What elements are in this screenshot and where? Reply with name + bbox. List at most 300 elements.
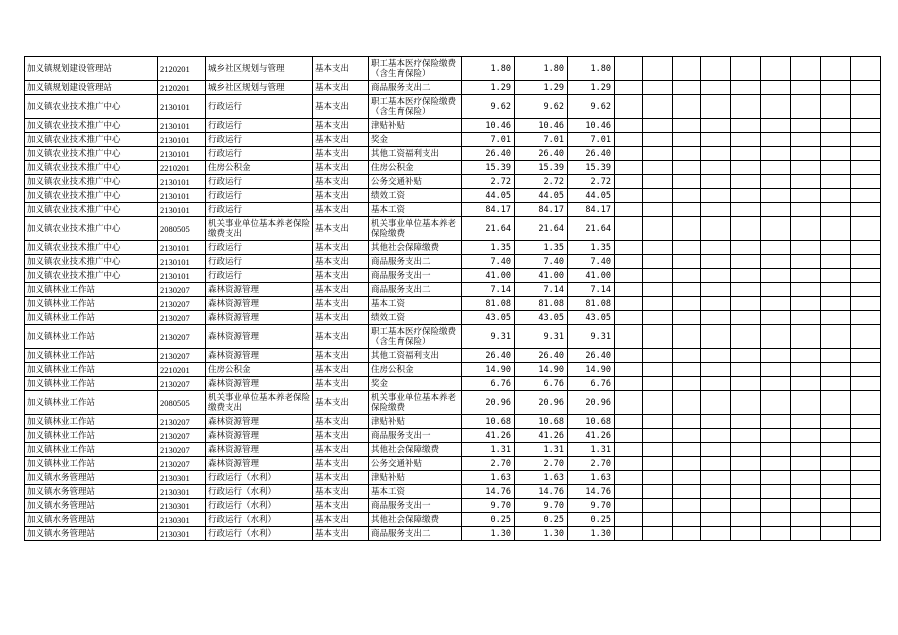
amount-subtotal-cell: 7.01 <box>515 133 568 147</box>
empty-cell <box>643 147 673 161</box>
empty-cell <box>643 527 673 541</box>
empty-cell <box>643 241 673 255</box>
amount-subtotal-cell: 2.70 <box>515 457 568 471</box>
amount-total-cell: 41.26 <box>462 429 515 443</box>
subject-name-cell: 行政运行（水利） <box>206 485 313 499</box>
table-row <box>25 57 881 81</box>
expense-type-cell: 基本支出 <box>313 471 369 485</box>
empty-cell <box>643 377 673 391</box>
empty-cell <box>701 203 731 217</box>
subject-code-cell: 2130207 <box>158 457 206 471</box>
empty-cell <box>615 311 643 325</box>
empty-cell <box>851 513 881 527</box>
amount-budget-cell: 1.31 <box>568 443 615 457</box>
empty-cell <box>615 57 643 81</box>
economic-category-cell: 奖金 <box>369 377 462 391</box>
subject-code-cell: 2130101 <box>158 189 206 203</box>
empty-cell <box>821 255 851 269</box>
unit-name-cell: 加义镇林业工作站 <box>25 415 158 429</box>
empty-cell <box>821 133 851 147</box>
subject-name-cell: 行政运行 <box>206 119 313 133</box>
subject-name-cell: 机关事业单位基本养老保险缴费支出 <box>206 217 313 241</box>
empty-cell <box>643 513 673 527</box>
empty-cell <box>851 443 881 457</box>
empty-cell <box>761 95 791 119</box>
amount-total-cell: 10.46 <box>462 119 515 133</box>
empty-cell <box>731 175 761 189</box>
empty-cell <box>615 363 643 377</box>
subject-code-cell: 2130101 <box>158 95 206 119</box>
economic-category-cell: 基本工资 <box>369 203 462 217</box>
empty-cell <box>791 283 821 297</box>
amount-subtotal-cell: 10.68 <box>515 415 568 429</box>
table-row <box>25 119 881 133</box>
empty-cell <box>701 471 731 485</box>
empty-cell <box>731 377 761 391</box>
empty-cell <box>761 283 791 297</box>
amount-budget-cell: 7.01 <box>568 133 615 147</box>
subject-code-cell: 2080505 <box>158 217 206 241</box>
empty-cell <box>731 203 761 217</box>
expense-type-cell: 基本支出 <box>313 133 369 147</box>
empty-cell <box>615 203 643 217</box>
expense-type-cell: 基本支出 <box>313 217 369 241</box>
empty-cell <box>615 297 643 311</box>
economic-category-cell: 津贴补贴 <box>369 119 462 133</box>
empty-cell <box>643 391 673 415</box>
amount-subtotal-cell: 9.62 <box>515 95 568 119</box>
amount-total-cell: 0.25 <box>462 513 515 527</box>
empty-cell <box>731 391 761 415</box>
empty-cell <box>643 57 673 81</box>
amount-budget-cell: 43.05 <box>568 311 615 325</box>
expense-type-cell: 基本支出 <box>313 203 369 217</box>
empty-cell <box>643 119 673 133</box>
amount-subtotal-cell: 7.14 <box>515 283 568 297</box>
empty-cell <box>701 57 731 81</box>
amount-subtotal-cell: 81.08 <box>515 297 568 311</box>
amount-budget-cell: 9.62 <box>568 95 615 119</box>
economic-category-cell: 其他工资福利支出 <box>369 349 462 363</box>
subject-code-cell: 2080505 <box>158 391 206 415</box>
empty-cell <box>791 325 821 349</box>
empty-cell <box>615 429 643 443</box>
empty-cell <box>791 391 821 415</box>
subject-code-cell: 2120201 <box>158 81 206 95</box>
unit-name-cell: 加义镇林业工作站 <box>25 349 158 363</box>
table-row <box>25 95 881 119</box>
subject-name-cell: 行政运行 <box>206 189 313 203</box>
subject-name-cell: 行政运行 <box>206 95 313 119</box>
empty-cell <box>643 443 673 457</box>
empty-cell <box>673 147 701 161</box>
empty-cell <box>761 471 791 485</box>
empty-cell <box>701 269 731 283</box>
empty-cell <box>791 415 821 429</box>
empty-cell <box>731 119 761 133</box>
amount-total-cell: 14.90 <box>462 363 515 377</box>
amount-subtotal-cell: 15.39 <box>515 161 568 175</box>
empty-cell <box>673 457 701 471</box>
empty-cell <box>643 175 673 189</box>
empty-cell <box>851 471 881 485</box>
expense-type-cell: 基本支出 <box>313 391 369 415</box>
amount-subtotal-cell: 26.40 <box>515 349 568 363</box>
amount-budget-cell: 41.26 <box>568 429 615 443</box>
amount-budget-cell: 1.29 <box>568 81 615 95</box>
empty-cell <box>701 95 731 119</box>
amount-budget-cell: 21.64 <box>568 217 615 241</box>
empty-cell <box>731 415 761 429</box>
amount-budget-cell: 26.40 <box>568 147 615 161</box>
empty-cell <box>673 443 701 457</box>
empty-cell <box>851 119 881 133</box>
economic-category-cell: 商品服务支出一 <box>369 269 462 283</box>
subject-code-cell: 2210201 <box>158 161 206 175</box>
empty-cell <box>615 349 643 363</box>
empty-cell <box>851 203 881 217</box>
table-row <box>25 217 881 241</box>
empty-cell <box>791 363 821 377</box>
empty-cell <box>851 311 881 325</box>
empty-cell <box>701 349 731 363</box>
amount-budget-cell: 20.96 <box>568 391 615 415</box>
empty-cell <box>701 255 731 269</box>
unit-name-cell: 加义镇农业技术推广中心 <box>25 241 158 255</box>
empty-cell <box>821 325 851 349</box>
unit-name-cell: 加义镇林业工作站 <box>25 377 158 391</box>
amount-total-cell: 1.63 <box>462 471 515 485</box>
amount-budget-cell: 9.31 <box>568 325 615 349</box>
subject-name-cell: 森林资源管理 <box>206 349 313 363</box>
empty-cell <box>701 415 731 429</box>
empty-cell <box>821 147 851 161</box>
empty-cell <box>673 297 701 311</box>
empty-cell <box>791 513 821 527</box>
empty-cell <box>821 513 851 527</box>
empty-cell <box>701 133 731 147</box>
empty-cell <box>761 255 791 269</box>
empty-cell <box>761 133 791 147</box>
empty-cell <box>673 429 701 443</box>
empty-cell <box>851 269 881 283</box>
empty-cell <box>731 269 761 283</box>
empty-cell <box>615 255 643 269</box>
subject-code-cell: 2120201 <box>158 57 206 81</box>
empty-cell <box>643 485 673 499</box>
empty-cell <box>615 443 643 457</box>
empty-cell <box>615 81 643 95</box>
empty-cell <box>731 443 761 457</box>
empty-cell <box>643 255 673 269</box>
empty-cell <box>851 255 881 269</box>
unit-name-cell: 加义镇林业工作站 <box>25 457 158 471</box>
economic-category-cell: 商品服务支出二 <box>369 283 462 297</box>
empty-cell <box>821 429 851 443</box>
unit-name-cell: 加义镇农业技术推广中心 <box>25 95 158 119</box>
table-row <box>25 241 881 255</box>
empty-cell <box>791 429 821 443</box>
amount-budget-cell: 7.14 <box>568 283 615 297</box>
empty-cell <box>791 119 821 133</box>
empty-cell <box>731 499 761 513</box>
empty-cell <box>643 429 673 443</box>
amount-total-cell: 15.39 <box>462 161 515 175</box>
economic-category-cell: 商品服务支出二 <box>369 81 462 95</box>
amount-budget-cell: 1.63 <box>568 471 615 485</box>
empty-cell <box>643 95 673 119</box>
empty-cell <box>851 283 881 297</box>
subject-name-cell: 森林资源管理 <box>206 429 313 443</box>
table-row <box>25 325 881 349</box>
empty-cell <box>761 415 791 429</box>
empty-cell <box>731 297 761 311</box>
expense-type-cell: 基本支出 <box>313 485 369 499</box>
empty-cell <box>643 311 673 325</box>
empty-cell <box>791 147 821 161</box>
subject-code-cell: 2130101 <box>158 175 206 189</box>
empty-cell <box>701 119 731 133</box>
empty-cell <box>761 443 791 457</box>
economic-category-cell: 公务交通补贴 <box>369 175 462 189</box>
empty-cell <box>615 415 643 429</box>
table-row <box>25 363 881 377</box>
empty-cell <box>761 217 791 241</box>
expense-type-cell: 基本支出 <box>313 161 369 175</box>
unit-name-cell: 加义镇农业技术推广中心 <box>25 175 158 189</box>
empty-cell <box>615 241 643 255</box>
amount-subtotal-cell: 43.05 <box>515 311 568 325</box>
empty-cell <box>701 429 731 443</box>
empty-cell <box>791 133 821 147</box>
amount-budget-cell: 81.08 <box>568 297 615 311</box>
subject-code-cell: 2130101 <box>158 241 206 255</box>
empty-cell <box>821 457 851 471</box>
empty-cell <box>761 161 791 175</box>
empty-cell <box>673 57 701 81</box>
empty-cell <box>643 457 673 471</box>
empty-cell <box>791 311 821 325</box>
empty-cell <box>615 95 643 119</box>
unit-name-cell: 加义镇农业技术推广中心 <box>25 203 158 217</box>
empty-cell <box>673 527 701 541</box>
empty-cell <box>791 161 821 175</box>
unit-name-cell: 加义镇林业工作站 <box>25 391 158 415</box>
empty-cell <box>673 499 701 513</box>
empty-cell <box>821 297 851 311</box>
empty-cell <box>851 457 881 471</box>
empty-cell <box>731 81 761 95</box>
economic-category-cell: 商品服务支出一 <box>369 499 462 513</box>
amount-total-cell: 7.40 <box>462 255 515 269</box>
economic-category-cell: 职工基本医疗保险缴费（含生育保险） <box>369 325 462 349</box>
empty-cell <box>731 161 761 175</box>
amount-budget-cell: 1.35 <box>568 241 615 255</box>
expense-type-cell: 基本支出 <box>313 349 369 363</box>
expense-type-cell: 基本支出 <box>313 325 369 349</box>
subject-name-cell: 行政运行（水利） <box>206 513 313 527</box>
unit-name-cell: 加义镇水务管理站 <box>25 527 158 541</box>
empty-cell <box>643 133 673 147</box>
amount-total-cell: 9.70 <box>462 499 515 513</box>
empty-cell <box>615 457 643 471</box>
empty-cell <box>761 147 791 161</box>
empty-cell <box>615 527 643 541</box>
empty-cell <box>851 175 881 189</box>
empty-cell <box>761 457 791 471</box>
expense-type-cell: 基本支出 <box>313 119 369 133</box>
expense-type-cell: 基本支出 <box>313 443 369 457</box>
empty-cell <box>701 81 731 95</box>
empty-cell <box>731 527 761 541</box>
table-row <box>25 175 881 189</box>
empty-cell <box>821 363 851 377</box>
economic-category-cell: 住房公积金 <box>369 363 462 377</box>
subject-code-cell: 2130101 <box>158 147 206 161</box>
empty-cell <box>701 283 731 297</box>
empty-cell <box>615 485 643 499</box>
empty-cell <box>731 189 761 203</box>
expense-type-cell: 基本支出 <box>313 499 369 513</box>
amount-total-cell: 44.05 <box>462 189 515 203</box>
empty-cell <box>851 499 881 513</box>
empty-cell <box>851 189 881 203</box>
subject-name-cell: 行政运行（水利） <box>206 527 313 541</box>
empty-cell <box>643 325 673 349</box>
subject-code-cell: 2130301 <box>158 499 206 513</box>
subject-name-cell: 森林资源管理 <box>206 325 313 349</box>
empty-cell <box>701 377 731 391</box>
empty-cell <box>701 147 731 161</box>
empty-cell <box>821 161 851 175</box>
empty-cell <box>791 255 821 269</box>
amount-subtotal-cell: 1.30 <box>515 527 568 541</box>
amount-budget-cell: 9.70 <box>568 499 615 513</box>
empty-cell <box>851 325 881 349</box>
amount-total-cell: 1.30 <box>462 527 515 541</box>
empty-cell <box>731 57 761 81</box>
empty-cell <box>821 203 851 217</box>
unit-name-cell: 加义镇水务管理站 <box>25 471 158 485</box>
empty-cell <box>673 119 701 133</box>
empty-cell <box>851 377 881 391</box>
amount-subtotal-cell: 9.31 <box>515 325 568 349</box>
empty-cell <box>615 513 643 527</box>
empty-cell <box>673 363 701 377</box>
amount-subtotal-cell: 7.40 <box>515 255 568 269</box>
table-row <box>25 81 881 95</box>
expense-type-cell: 基本支出 <box>313 241 369 255</box>
amount-subtotal-cell: 1.35 <box>515 241 568 255</box>
empty-cell <box>673 415 701 429</box>
subject-name-cell: 森林资源管理 <box>206 297 313 311</box>
unit-name-cell: 加义镇林业工作站 <box>25 311 158 325</box>
subject-code-cell: 2130207 <box>158 325 206 349</box>
unit-name-cell: 加义镇林业工作站 <box>25 325 158 349</box>
amount-budget-cell: 84.17 <box>568 203 615 217</box>
empty-cell <box>701 391 731 415</box>
empty-cell <box>701 161 731 175</box>
empty-cell <box>761 499 791 513</box>
amount-budget-cell: 7.40 <box>568 255 615 269</box>
empty-cell <box>615 217 643 241</box>
empty-cell <box>821 283 851 297</box>
empty-cell <box>701 297 731 311</box>
amount-budget-cell: 1.80 <box>568 57 615 81</box>
expense-type-cell: 基本支出 <box>313 457 369 471</box>
empty-cell <box>731 147 761 161</box>
empty-cell <box>615 133 643 147</box>
empty-cell <box>615 377 643 391</box>
subject-name-cell: 森林资源管理 <box>206 311 313 325</box>
subject-code-cell: 2130207 <box>158 311 206 325</box>
empty-cell <box>673 255 701 269</box>
empty-cell <box>643 297 673 311</box>
amount-total-cell: 21.64 <box>462 217 515 241</box>
table-row <box>25 255 881 269</box>
empty-cell <box>673 349 701 363</box>
subject-name-cell: 行政运行 <box>206 255 313 269</box>
expense-type-cell: 基本支出 <box>313 363 369 377</box>
amount-budget-cell: 0.25 <box>568 513 615 527</box>
subject-code-cell: 2130301 <box>158 527 206 541</box>
empty-cell <box>701 513 731 527</box>
empty-cell <box>821 95 851 119</box>
empty-cell <box>821 527 851 541</box>
table-row <box>25 161 881 175</box>
subject-code-cell: 2130207 <box>158 349 206 363</box>
empty-cell <box>761 297 791 311</box>
empty-cell <box>761 429 791 443</box>
empty-cell <box>673 377 701 391</box>
table-row <box>25 297 881 311</box>
amount-subtotal-cell: 26.40 <box>515 147 568 161</box>
unit-name-cell: 加义镇农业技术推广中心 <box>25 255 158 269</box>
empty-cell <box>615 391 643 415</box>
subject-name-cell: 行政运行 <box>206 133 313 147</box>
amount-budget-cell: 41.00 <box>568 269 615 283</box>
economic-category-cell: 基本工资 <box>369 485 462 499</box>
unit-name-cell: 加义镇农业技术推广中心 <box>25 119 158 133</box>
subject-name-cell: 城乡社区规划与管理 <box>206 57 313 81</box>
empty-cell <box>615 269 643 283</box>
empty-cell <box>673 175 701 189</box>
unit-name-cell: 加义镇林业工作站 <box>25 363 158 377</box>
amount-subtotal-cell: 14.90 <box>515 363 568 377</box>
empty-cell <box>851 429 881 443</box>
economic-category-cell: 职工基本医疗保险缴费（含生育保险） <box>369 57 462 81</box>
empty-cell <box>821 499 851 513</box>
empty-cell <box>615 189 643 203</box>
unit-name-cell: 加义镇农业技术推广中心 <box>25 269 158 283</box>
empty-cell <box>791 499 821 513</box>
subject-name-cell: 住房公积金 <box>206 161 313 175</box>
economic-category-cell: 绩效工资 <box>369 311 462 325</box>
subject-code-cell: 2130101 <box>158 119 206 133</box>
amount-subtotal-cell: 20.96 <box>515 391 568 415</box>
table-row <box>25 147 881 161</box>
table-row <box>25 349 881 363</box>
empty-cell <box>643 203 673 217</box>
subject-code-cell: 2130207 <box>158 443 206 457</box>
empty-cell <box>761 189 791 203</box>
amount-total-cell: 7.14 <box>462 283 515 297</box>
amount-budget-cell: 26.40 <box>568 349 615 363</box>
amount-total-cell: 9.62 <box>462 95 515 119</box>
empty-cell <box>701 217 731 241</box>
amount-subtotal-cell: 0.25 <box>515 513 568 527</box>
unit-name-cell: 加义镇林业工作站 <box>25 297 158 311</box>
